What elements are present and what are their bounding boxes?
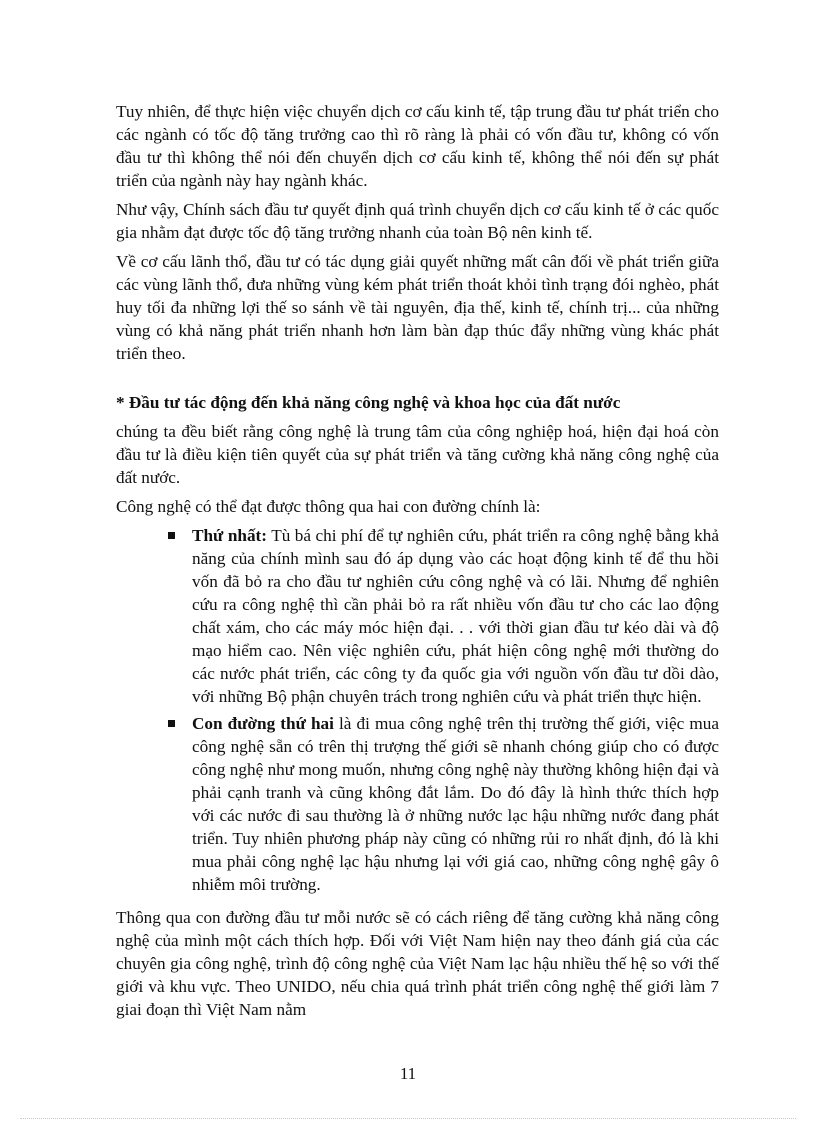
list-intro: Công nghệ có thể đạt được thông qua hai con đường chính là: xyxy=(116,497,541,516)
paragraph-policy-conclusion: Như vậy, Chính sách đầu tư quyết định quá trình chuyển dịch cơ cấu kinh tế ở các quốc gia nhằm đạt được tốc độ tăng trưởng nhanh của toàn Bộ nên kinh tế. xyxy=(116,200,719,242)
section-heading: * Đầu tư tác động đến khả năng công nghệ và khoa học của đất nước xyxy=(116,393,621,412)
list-item-text: Tù bá chi phí để tự nghiên cứu, phát triển ra công nghệ bằng khả năng của chính mình sau đó áp dụng vào các hoạt động kinh tế để thu hồi vốn đã bỏ ra cho đầu tư nghiên cứu công nghệ và có lãi. Nhưng để nghiên cứu ra công nghệ thì cần phải bỏ ra rất nhiều vốn đầu tư cho các lao động chất xám, cho các máy móc hiện đại. . . với thời gian đầu tư kéo dài và độ mạo hiểm cao. Nên việc nghiên cứu, phát hiện công nghệ mới thường do các nước phát triển, các công ty đa quốc gia với nguồn vốn đầu tư dồi dào, với những Bộ phận chuyên trách trong nghiên cứu và phát triển thực hiện. xyxy=(192,526,719,706)
list-item-first-path xyxy=(162,524,719,708)
list-item-lead: Con đường thứ hai xyxy=(192,714,334,733)
list-item-text: là đi mua công nghệ trên thị trường thế giới, việc mua công nghệ sẵn có trên thị trượng thế giới sẽ nhanh chóng giúp cho có được công nghệ như mong muốn, nhưng công nghệ này thường không hiện đại và phải cạnh tranh và cũng không đắt lắm. Do đó đây là hình thức thích hợp với các nước đi sau thường là ở những nước lạc hậu những nước đang phát triển. Tuy nhiên phương pháp này cũng có những rủi ro nhất định, đó là khi mua phải công nghệ lạc hậu nhưng lại với giá cao, những công nghệ gây ô nhiễm môi trường. xyxy=(192,714,719,894)
section-gap xyxy=(116,371,719,391)
closing-paragraph: Thông qua con đường đầu tư mỗi nước sẽ có cách riêng để tăng cường khả năng công nghệ của mình một cách thích hợp. Đối với Việt Nam hiện nay theo đánh giá của các chuyên gia công nghệ, trình độ công nghệ của Việt Nam lạc hậu nhiều thế hệ so với thế giới và khu vực. Theo UNIDO, nếu chia quá trình phát triển công nghệ thế giới làm 7 giai đoạn thì Việt Nam nằm xyxy=(116,908,719,1019)
list-item-second-path xyxy=(162,712,719,896)
footer-rule xyxy=(20,1118,796,1119)
section-intro: chúng ta đều biết rằng công nghệ là trung tâm của công nghiệp hoá, hiện đại hoá còn đầu tư là điều kiện tiên quyết của sự phát triển và tăng cường khả năng công nghệ của đất nước. xyxy=(116,422,719,487)
page-number: 11 xyxy=(399,1064,417,1083)
document-body xyxy=(116,100,719,1027)
list-item-lead: Thứ nhất: xyxy=(192,526,268,545)
technology-paths-list xyxy=(116,524,719,896)
paragraph-territorial-structure: Về cơ cấu lãnh thổ, đầu tư có tác dụng giải quyết những mất cân đối về phát triển giữa các vùng lãnh thổ, đưa những vùng kém phát triển thoát khỏi tình trạng đói nghèo, phát huy tối đa những lợi thế so sánh về tài nguyên, địa thế, kinh tế, chính trị... của những vùng có khả năng phát triển nhanh hơn làm bàn đạp thúc đẩy những vùng khác phát triển theo. xyxy=(116,252,719,363)
paragraph-investment-structure: Tuy nhiên, để thực hiện việc chuyển dịch cơ cấu kinh tế, tập trung đầu tư phát triển cho các ngành có tốc độ tăng trưởng cao thì rõ ràng là phải có vốn đầu tư, không có vốn đầu tư thì không thể nói đến chuyển dịch cơ cấu kinh tế, không thể nói đến sự phát triển của ngành này hay ngành khác. xyxy=(116,102,719,190)
